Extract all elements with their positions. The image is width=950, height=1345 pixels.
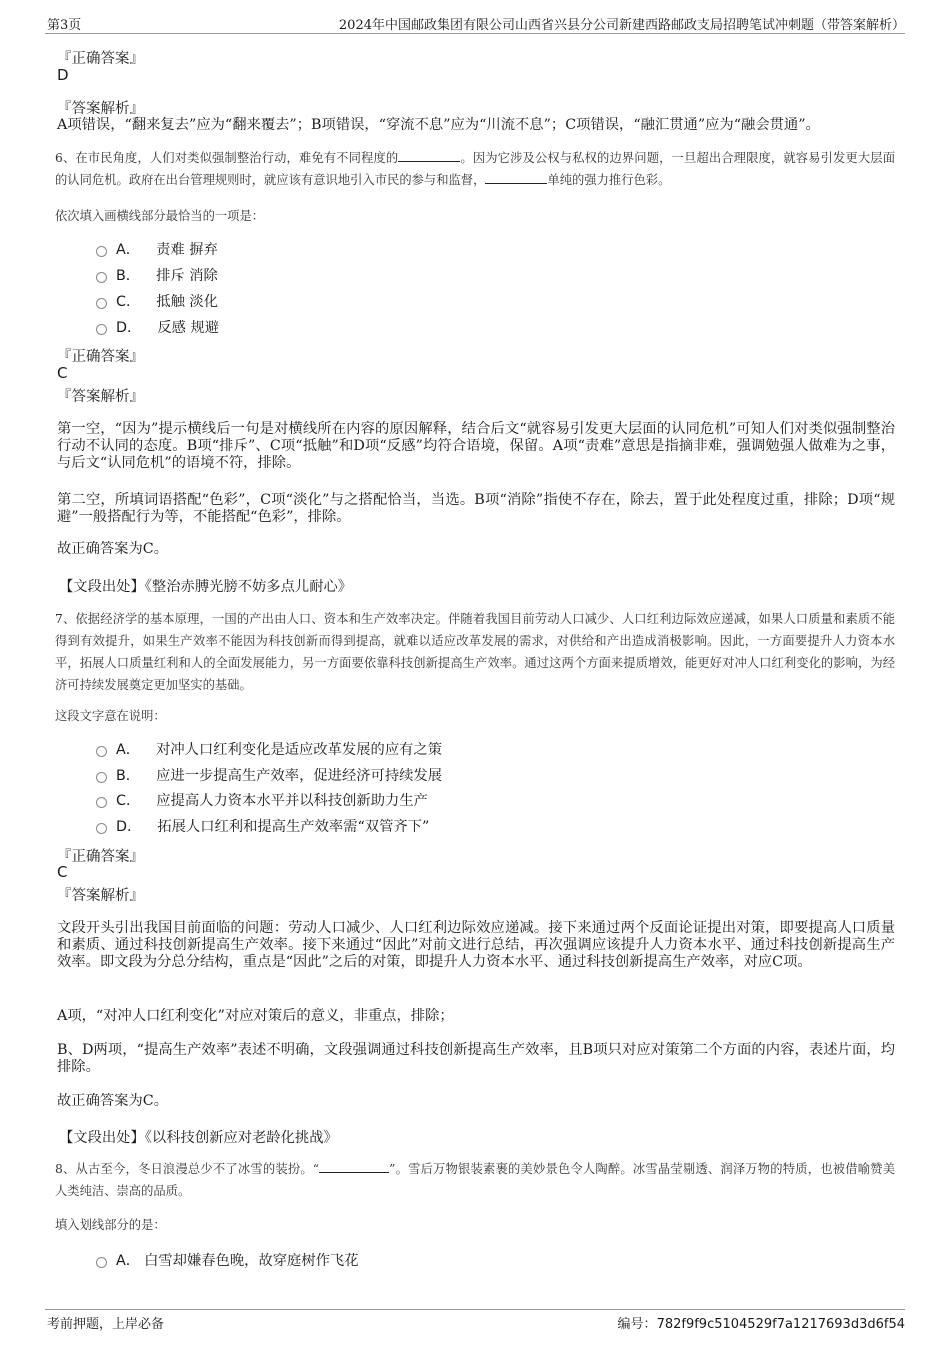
question-text-part: ”。雪后万物银装素裹的美妙景色令人陶醉。冰雪晶莹剔透、润泽万物的特质，也被借喻赞美人类纯洁、崇高的品质。 [55,1162,895,1198]
option-letter: B． [116,768,141,784]
fill-blank [398,149,460,162]
fill-blank [485,171,547,184]
radio-icon[interactable] [96,746,107,757]
radio-icon[interactable] [96,823,107,834]
option-d[interactable] [96,816,429,836]
fill-blank [319,1160,389,1173]
footer-divider [45,1309,905,1310]
radio-icon[interactable] [96,298,107,309]
question-text-part: 6、在市民角度，人们对类似强制整治行动，难免有不同程度的 [55,151,399,165]
radio-icon[interactable] [96,246,107,257]
option-text: 反感 规避 [157,320,220,336]
question-prompt: 填入划线部分的是： [55,1218,166,1232]
analysis-paragraph: A项，“对冲人口红利变化”对应对策后的意义，非重点，排除； [57,1008,454,1024]
document-code [618,1313,905,1332]
option-a[interactable] [96,239,218,259]
radio-icon[interactable] [96,272,107,283]
option-text: 责难 摒弃 [156,242,218,258]
analysis-paragraph: 第一空，“因为”提示横线后一句是对横线所在内容的原因解释，结合后文“就容易引发更大层面的认同危机”可知人们对类似强制整治行动不认同的态度。B项“排斥”、C项“抵触”和D项“反感”均符合语境，保留。A项“责难”意思是指摘非难，强调勉强人做难为之事，与后文“认同危机”的语境不符，排除。 [57,421,895,471]
question-text [55,1158,895,1202]
answer-label: 『正确答案』 [57,51,144,67]
option-b[interactable] [96,265,218,285]
option-text: 对冲人口红利变化是适应改革发展的应有之策 [156,742,443,758]
option-letter: A． [116,1253,141,1269]
option-text: 抵触 淡化 [156,294,219,310]
analysis-label: 『答案解析』 [57,101,144,117]
radio-icon[interactable] [96,772,107,783]
option-c[interactable] [96,291,218,311]
question-text-part: 。因为它涉及公权与私权的边界问题，一旦超出合理限度，就容易引发更大层面的认同危机。政府在出台管理规则时，就应该有意识地引入市民的参与和监督， [55,151,895,187]
option-letter: A． [116,742,141,758]
analysis-text: A项错误，“翻来复去”应为“翻来覆去”；B项错误，“穿流不息”应为“川流不息”；C项错误，“融汇贯通”应为“融会贯通”。 [57,117,820,133]
source-citation: 【文段出处】《以科技创新应对老龄化挑战》 [59,1130,338,1146]
option-letter: A． [116,242,141,258]
analysis-paragraph: 文段开头引出我国目前面临的问题：劳动人口减少、人口红利边际效应递减。接下来通过两个反面论证提出对策，即要提高人口质量和素质、通过科技创新提高生产效率。接下来通过“因此”对前文进行总结，再次强调应该提升人力资本水平、通过科技创新提高生产效率。即文段为分总分结构，重点是“因此”之后的对策，即提升人力资本水平、通过科技创新提高生产效率，对应C项。 [57,920,895,970]
question-text-part: 8、从古至今，冬日浪漫总少不了冰雪的装扮。“ [55,1162,320,1176]
option-letter: B． [116,268,141,284]
option-text: 应提高人力资本水平并以科技创新助力生产 [156,793,428,809]
option-text: 白雪却嫌春色晚，故穿庭树作飞花 [144,1253,359,1269]
analysis-paragraph: B、D两项，“提高生产效率”表述不明确，文段强调通过科技创新提高生产效率，且B项只对应对策第二个方面的内容，表述片面，均排除。 [57,1042,895,1075]
question-prompt: 这段文字意在说明： [55,709,166,723]
analysis-label: 『答案解析』 [57,389,144,405]
option-text: 应进一步提高生产效率，促进经济可持续发展 [156,768,443,784]
option-letter: D． [116,320,142,336]
radio-icon[interactable] [96,1257,107,1268]
analysis-conclusion: 故正确答案为C。 [57,1093,169,1109]
document-title: 2024年中国邮政集团有限公司山西省兴县分公司新建西路邮政支局招聘笔试冲刺题（带答案解析） [338,18,905,33]
option-text: 拓展人口红利和提高生产效率需“双管齐下” [157,819,430,835]
question-prompt: 依次填入画横线部分最恰当的一项是： [55,209,265,223]
radio-icon[interactable] [96,324,107,335]
option-letter: D． [116,819,142,835]
question-text [55,147,895,191]
analysis-label: 『答案解析』 [57,888,144,904]
option-a[interactable] [96,739,442,759]
radio-icon[interactable] [96,797,107,808]
answer-value: C [57,364,68,382]
footer-slogan: 考前押题，上岸必备 [47,1317,165,1332]
answer-value: C [57,863,68,881]
question-text: 7、依据经济学的基本原理，一国的产出由人口、资本和生产效率决定。伴随着我国目前劳动人口减少、人口红利边际效应递减，如果人口质量和素质不能得到有效提升，如果生产效率不能因为科技创新而得到提高，就难以适应改革发展的需求，对供给和产出造成消极影响。因此，一方面要提升人力资本水平，拓展人口质量红利和人的全面发展能力，另一方面要依靠科技创新提高生产效率。通过这两个方面来提质增效，能更好对冲人口红利变化的影响，为经济可持续发展奠定更加坚实的基础。 [55,612,895,692]
option-c[interactable] [96,790,428,810]
page-number: 第3页 [47,18,82,33]
option-letter: C． [116,793,141,809]
code-value: 782f9f9c5104529f7a1217693d3d6f54 [656,1317,905,1332]
code-label: 编号： [617,1317,657,1332]
option-a[interactable] [96,1250,359,1270]
question-text-part: 单纯的强力推行色彩。 [547,173,671,187]
option-b[interactable] [96,765,442,785]
option-letter: C． [116,294,141,310]
header-divider [45,33,905,34]
answer-label: 『正确答案』 [57,349,144,365]
source-citation: 【文段出处】《整治赤膊光膀不妨多点儿耐心》 [59,579,353,595]
analysis-paragraph: 第二空，所填词语搭配“色彩”，C项“淡化”与之搭配恰当，当选。B项“消除”指使不存在，除去，置于此处程度过重，排除；D项“规避”一般搭配行为等，不能搭配“色彩”，排除。 [57,492,895,525]
answer-value: D [57,66,69,84]
option-d[interactable] [96,317,219,337]
option-text: 排斥 消除 [156,268,218,284]
answer-label: 『正确答案』 [57,849,144,865]
analysis-conclusion: 故正确答案为C。 [57,541,169,557]
